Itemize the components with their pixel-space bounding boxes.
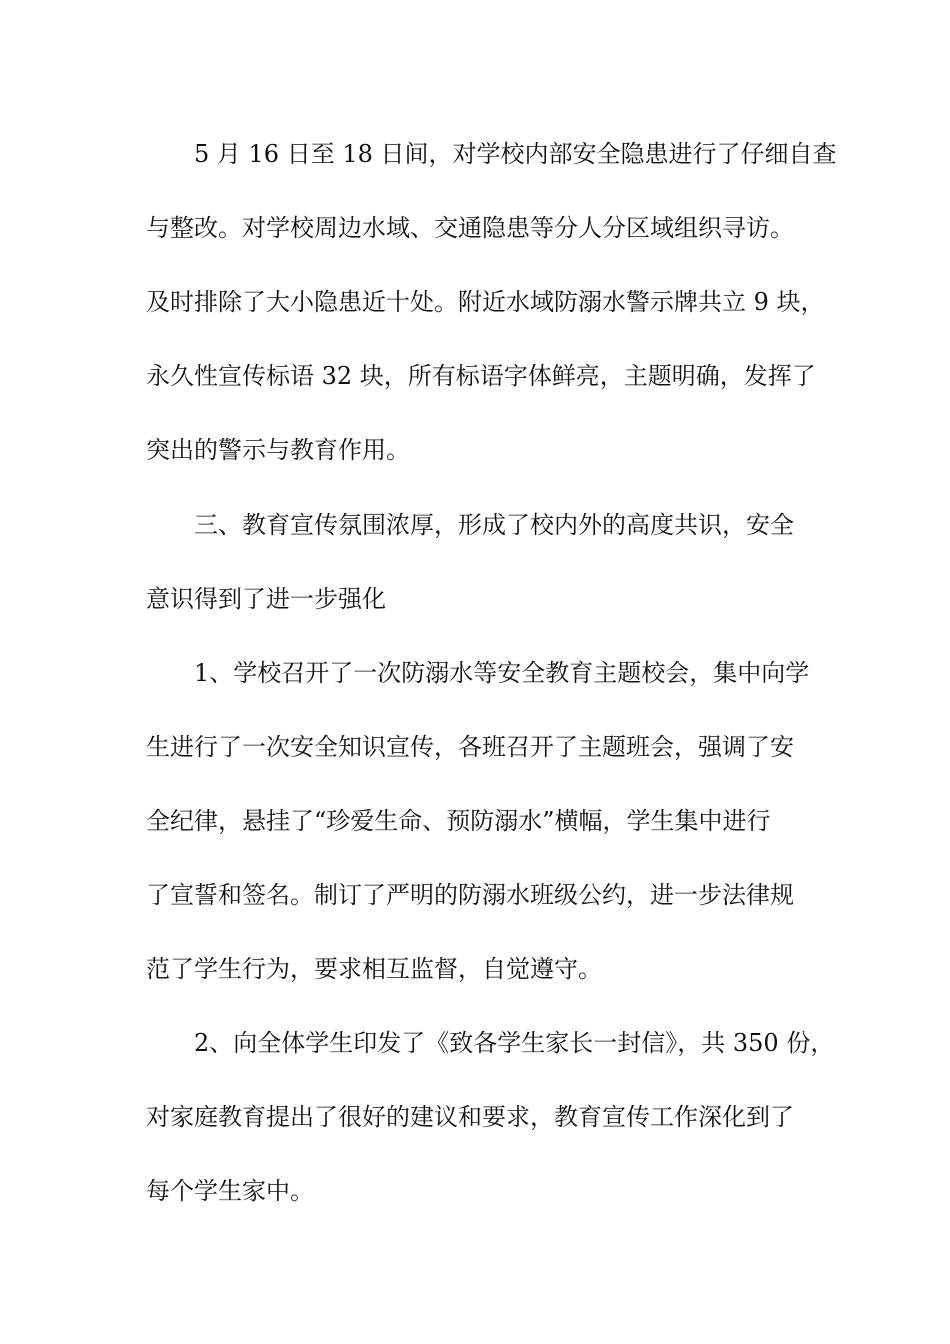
paragraph-1-line-5: 突出的警示与教育作用。 — [146, 436, 410, 464]
paragraph-1-line-2: 与整改。对学校周边水域、交通隐患等分人分区域组织寻访。 — [146, 214, 794, 242]
paragraph-1-line-3: 及时排除了大小隐患近十处。附近水域防溺水警示牌共立 9 块， — [146, 288, 825, 316]
item-2-line-3: 每个学生家中。 — [146, 1177, 314, 1205]
item-1-line-3: 全纪律，悬挂了“珍爱生命、预防溺水”横幅，学生集中进行 — [146, 807, 771, 835]
item-1-line-4: 了宣誓和签名。制订了严明的防溺水班级公约，进一步法律规 — [146, 881, 794, 909]
section-three-heading-line-2: 意识得到了进一步强化 — [146, 585, 386, 613]
item-1-line-2: 生进行了一次安全知识宣传，各班召开了主题班会，强调了安 — [146, 733, 794, 761]
paragraph-1-line-1: 5 月 16 日至 18 日间，对学校内部安全隐患进行了仔细自查 — [194, 140, 837, 168]
item-1-line-1: 1、学校召开了一次防溺水等安全教育主题校会，集中向学 — [194, 659, 810, 687]
item-2-line-1: 2、向全体学生印发了《致各学生家长一封信》，共 350 份， — [194, 1029, 835, 1057]
paragraph-1-line-4: 永久性宣传标语 32 块，所有标语字体鲜亮，主题明确，发挥了 — [146, 362, 816, 390]
section-three-heading-line-1: 三、教育宣传氛围浓厚，形成了校内外的高度共识，安全 — [194, 511, 794, 539]
item-1-line-5: 范了学生行为，要求相互监督，自觉遵守。 — [146, 955, 602, 983]
item-2-line-2: 对家庭教育提出了很好的建议和要求，教育宣传工作深化到了 — [146, 1103, 794, 1131]
